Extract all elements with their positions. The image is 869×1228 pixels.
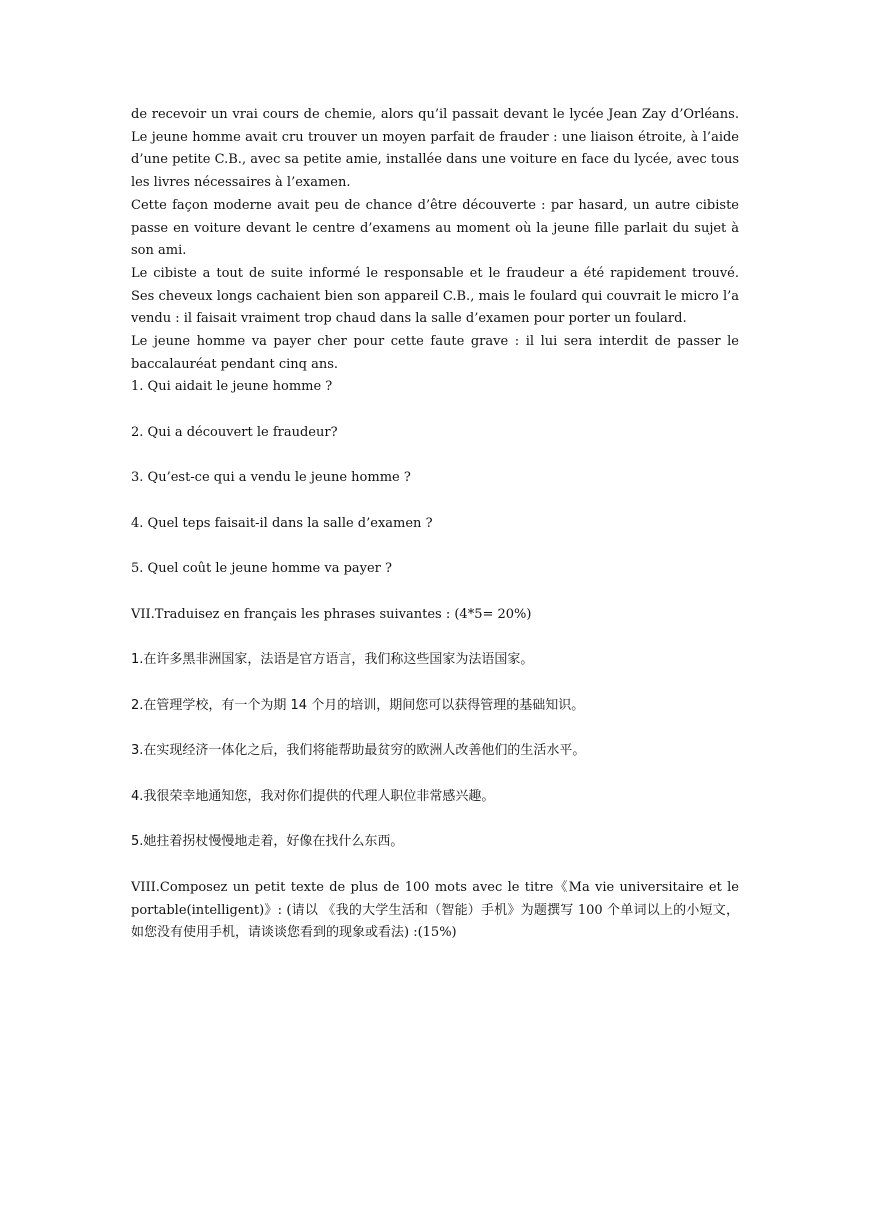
question-1: 1. Qui aidait le jeune homme ? [131,379,333,395]
reading-paragraph-1: de recevoir un vrai cours de chemie, alors qu’il passait devant le lycée Jean Zay d’Orléans. Le jeune homme avait cru trouver un moyen parfait de frauder : une liaison étroite, à l’aide d’une petite C.B., avec sa petite amie, installée dans une voiture en face du lycée, avec tous les livres nécessaires à l’examen. [131,107,739,191]
question-4: 4. Quel teps faisait-il dans la salle d’examen ? [131,515,433,531]
translation-item-2: 2.在管理学校，有一个为期 14 个月的培训，期间您可以获得管理的基础知识。 [131,697,585,713]
section-8-composition-prompt: VIII.Composez un petit texte de plus de 100 mots avec le titre《Ma vie universitaire et le portable(intelligent)》: (请以 《我的大学生活和（智能）手机》为题撰写 100 个单词以上的小短文，如您没有使用手机，请谈谈您看到的现象或看法) :(15%) [131,879,739,941]
reading-paragraph-4: Le jeune homme va payer cher pour cette faute grave : il lui sera interdit de passer le baccalauréat pendant cinq ans. [131,334,739,372]
translation-item-4: 4.我很荣幸地通知您，我对你们提供的代理人职位非常感兴趣。 [131,788,495,804]
translation-item-5: 5.她拄着拐杖慢慢地走着，好像在找什么东西。 [131,834,404,850]
question-3: 3. Qu’est-ce qui a vendu le jeune homme ? [131,470,411,486]
reading-paragraph-2: Cette façon moderne avait peu de chance d’être découverte : par hasard, un autre cibiste passe en voiture devant le centre d’examens au moment où la jeune fille parlait du sujet à son ami. [131,197,739,259]
document-page [131,104,739,945]
translation-item-1: 1.在许多黑非洲国家，法语是官方语言，我们称这些国家为法语国家。 [131,652,534,668]
section-7-title: VII.Traduisez en français les phrases suivantes : (4*5= 20%) [131,606,532,622]
question-2: 2. Qui a découvert le fraudeur? [131,424,338,440]
translation-item-3: 3.在实现经济一体化之后，我们将能帮助最贫穷的欧洲人改善他们的生活水平。 [131,743,586,759]
reading-paragraph-3: Le cibiste a tout de suite informé le responsable et le fraudeur a été rapidement trouvé. Ses cheveux longs cachaient bien son appareil C.B., mais le foulard qui couvrait le micro l’a vendu : il faisait vraiment trop chaud dans la salle d’examen pour porter un foulard. [131,265,739,327]
question-5: 5. Quel coût le jeune homme va payer ? [131,561,392,577]
